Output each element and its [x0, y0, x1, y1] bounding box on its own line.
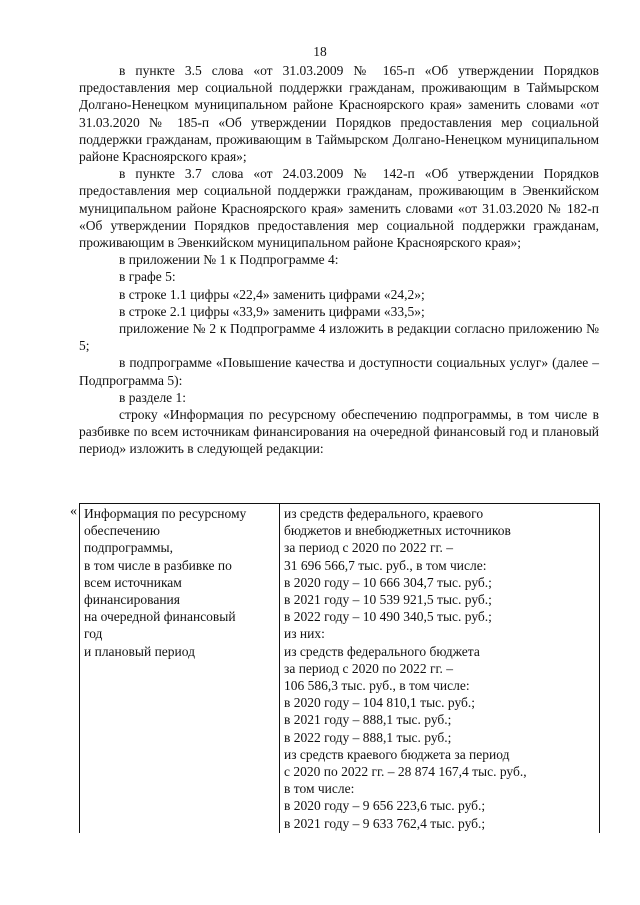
document-body — [79, 62, 603, 458]
label-line: год — [84, 626, 103, 642]
label-line: в том числе в разбивке по — [84, 557, 232, 573]
value-line: в 2021 году – 9 633 762,4 тыс. руб.; — [284, 815, 486, 831]
value-line: в том числе: — [284, 781, 355, 797]
table-cell-label — [80, 504, 280, 833]
paragraph: строку «Информация по ресурсному обеспечению подпрограммы, в том числе в разбивке по всем источникам финансирования на очередной финансовый год и плановый период» изложить в следующей редакции: — [79, 407, 603, 457]
label-line: и плановый период — [84, 643, 195, 659]
paragraph: в строке 2.1 цифры «33,9» заменить цифрами «33,5»; — [119, 303, 425, 319]
value-line: 106 586,3 тыс. руб., в том числе: — [284, 678, 470, 694]
value-line: за период с 2020 по 2022 гг. – — [284, 660, 454, 676]
value-line: в 2021 году – 888,1 тыс. руб.; — [284, 712, 452, 728]
value-line: в 2020 году – 9 656 223,6 тыс. руб.; — [284, 798, 486, 814]
table-row — [80, 504, 600, 833]
value-line: из средств федерального, краевого — [284, 506, 484, 521]
table-cell-value — [280, 504, 600, 833]
value-line: из средств краевого бюджета за период — [284, 746, 510, 762]
paragraph: в разделе 1: — [119, 389, 187, 405]
label-line: обеспечению — [84, 523, 160, 539]
value-line: с 2020 по 2022 гг. – 28 874 167,4 тыс. руб., — [284, 764, 527, 780]
paragraph: в строке 1.1 цифры «22,4» заменить цифрами «24,2»; — [119, 286, 425, 302]
value-line: 31 696 566,7 тыс. руб., в том числе: — [284, 557, 487, 573]
resource-info-table-block — [70, 503, 599, 833]
value-line: в 2022 году – 10 490 340,5 тыс. руб.; — [284, 609, 492, 625]
label-line: всем источникам — [84, 574, 182, 590]
label-line: подпрограммы, — [84, 540, 173, 556]
paragraph: в пункте 3.5 слова «от 31.03.2009 № 165-п «Об утверждении Порядков предоставления мер социальной поддержки гражданам, проживающим в Таймырском Долгано-Ненецком муниципальном районе Красноярского края» заменить словами «от 31.03.2020 № 185-п «Об утверждении Порядков предоставления мер социальной поддержки гражданам, проживающим в Таймырском Долгано-Ненецком муниципальном районе Красноярского края»; — [79, 63, 603, 165]
paragraph: в приложении № 1 к Подпрограмме 4: — [119, 252, 339, 268]
value-line: в 2020 году – 10 666 304,7 тыс. руб.; — [284, 574, 492, 590]
value-line: в 2021 году – 10 539 921,5 тыс. руб.; — [284, 592, 492, 608]
value-line: бюджетов и внебюджетных источников — [284, 523, 511, 539]
value-line: в 2022 году – 888,1 тыс. руб.; — [284, 729, 452, 745]
label-line: на очередной финансовый — [84, 609, 236, 625]
label-line: Информация по ресурсному — [84, 506, 247, 521]
value-line: за период с 2020 по 2022 гг. – — [284, 540, 454, 556]
value-line: из них: — [284, 626, 325, 642]
paragraph: в подпрограмме «Повышение качества и доступности социальных услуг» (далее – Подпрограмма 5): — [79, 355, 603, 388]
open-quote-mark: « — [70, 504, 77, 519]
value-line: из средств федерального бюджета — [284, 643, 480, 659]
paragraph: в пункте 3.7 слова «от 24.03.2009 № 142-п «Об утверждении Порядков предоставления мер социальной поддержки гражданам, проживающим в Эвенкийском муниципальном районе Красноярского края» заменить словами «от 31.03.2020 № 182-п «Об утверждении Порядков предоставления мер социальной поддержки гражданам, проживающим в Эвенкийском муниципальном районе Красноярского края»; — [79, 166, 603, 251]
value-line: в 2020 году – 104 810,1 тыс. руб.; — [284, 695, 476, 711]
resource-info-table — [79, 503, 600, 833]
paragraph: в графе 5: — [119, 269, 176, 285]
page-number: 18 — [313, 44, 327, 59]
paragraph: приложение № 2 к Подпрограмме 4 изложить в редакции согласно приложению № 5; — [79, 321, 603, 354]
label-line: финансирования — [84, 592, 180, 608]
